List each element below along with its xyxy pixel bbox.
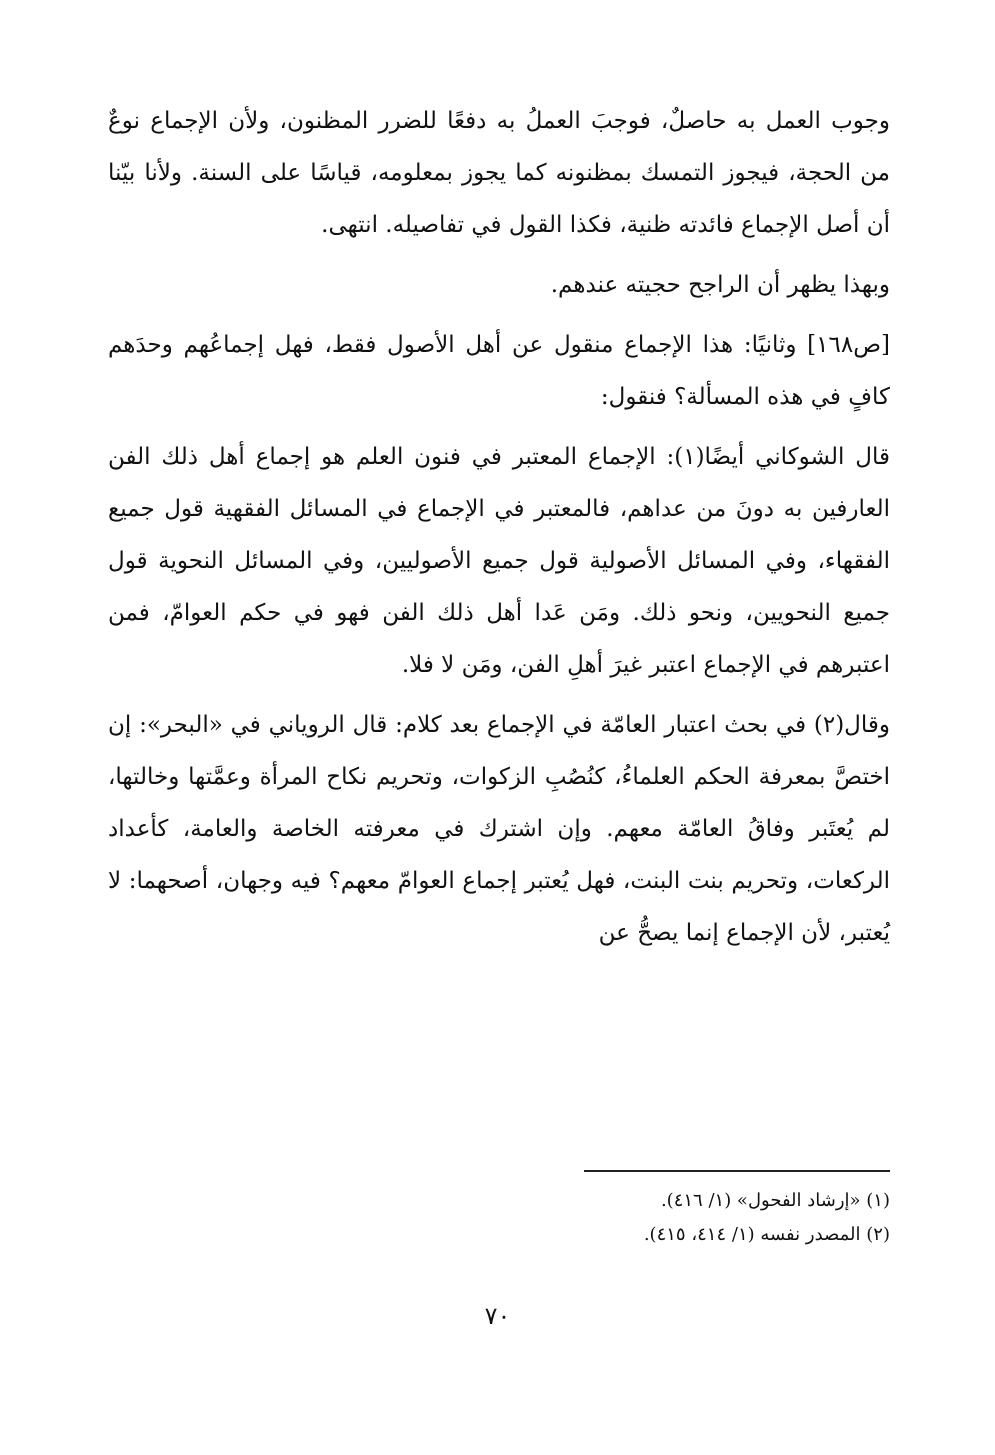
main-text <box>108 95 890 959</box>
paragraph-3: [ص١٦٨] وثانيًا: هذا الإجماع منقول عن أهل الأصول فقط، فهل إجماعُهم وحدَهم كافٍ في هذه المسألة؟ فنقول: <box>108 332 890 410</box>
paragraph-4: قال الشوكاني أيضًا(١): الإجماع المعتبر في فنون العلم هو إجماع أهل ذلك الفن العارفين به دونَ من عداهم، فالمعتبر في الإجماع في المسائل الفقهية قول جميع الفقهاء، وفي المسائل الأصولية قول جميع الأصوليين، وفي المسائل النحوية قول جميع النحويين، ونحو ذلك. ومَن عَدا أهل ذلك الفن فهو في حكم العوامّ، فمن اعتبرهم في الإجماع اعتبر غيرَ أهلِ الفن، ومَن لا فلا. <box>108 444 890 678</box>
footnote-divider <box>584 1170 890 1172</box>
page-number: ٧٠ <box>484 1302 511 1330</box>
footnote-2: (٢) المصدر نفسه (١/ ٤١٤، ٤١٥). <box>643 1224 890 1245</box>
paragraph-2: وبهذا يظهر أن الراجح حجيته عندهم. <box>550 272 890 298</box>
footnote-1: (١) «إرشاد الفحول» (١/ ٤١٦). <box>660 1190 890 1211</box>
footnotes <box>108 1170 890 1252</box>
paragraph-1: وجوب العمل به حاصلٌ، فوجبَ العملُ به دفعًا للضرر المظنون، ولأن الإجماع نوعٌ من الحجة، فيجوز التمسك بمظنونه كما يجوز بمعلومه، قياسًا على السنة. ولأنا بيّنا أن أصل الإجماع فائدته ظنية، فكذا القول في تفاصيله. انتهى. <box>108 108 890 238</box>
paragraph-5: وقال(٢) في بحث اعتبار العامّة في الإجماع بعد كلام: قال الروياني في «البحر»: إن اختصَّ بمعرفة الحكم العلماءُ، كنُصُبِ الزكوات، وتحريم نكاح المرأة وعمَّتها وخالتها، لم يُعتَبر وفاقُ العامّة معهم. وإن اشترك في معرفته الخاصة والعامة، كأعداد الركعات، وتحريم بنت البنت، فهل يُعتبر إجماع العوامّ معهم؟ فيه وجهان، أصحهما: لا يُعتبر، لأن الإجماع إنما يصحُّ عن <box>108 712 890 946</box>
